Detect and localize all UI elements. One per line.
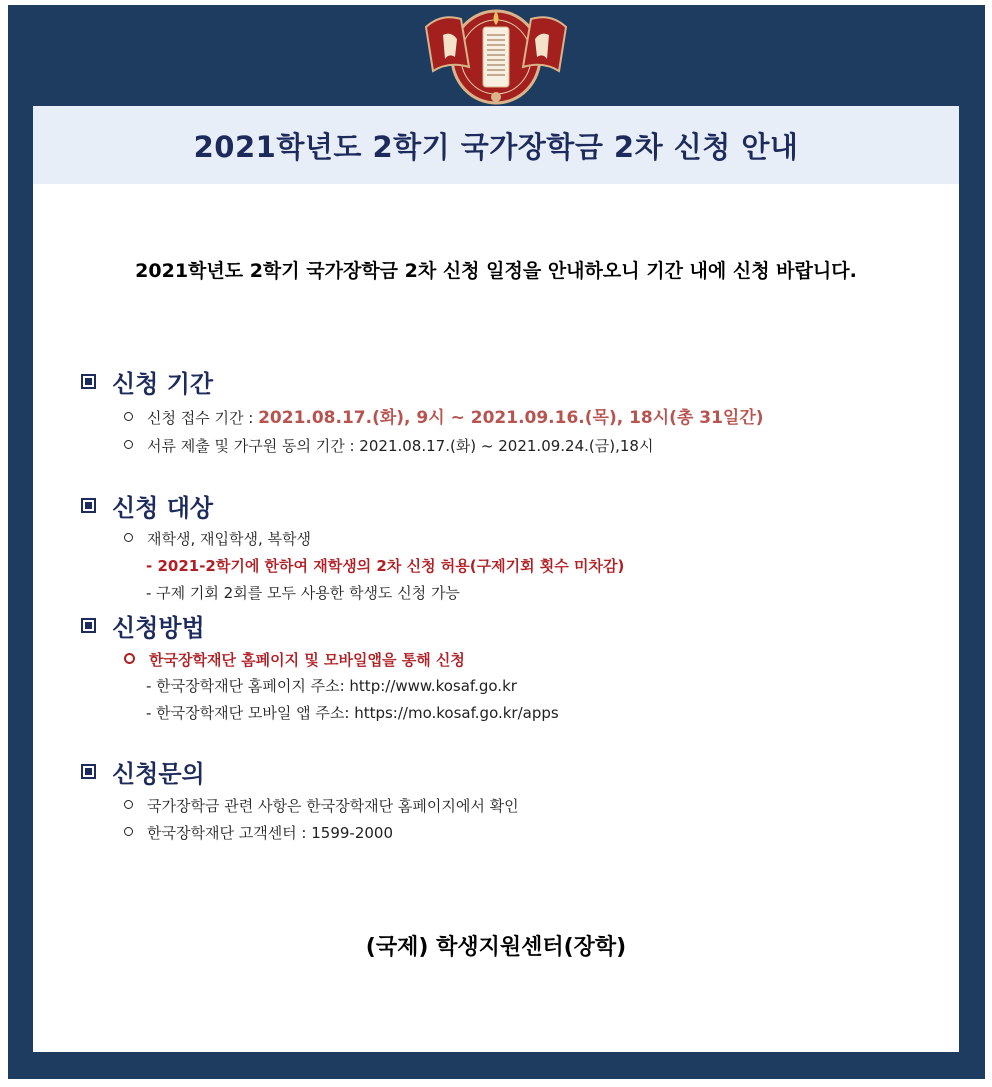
university-emblem	[421, 5, 571, 107]
square-bullet-icon	[81, 498, 96, 513]
square-bullet-icon	[81, 374, 96, 389]
target-line-1	[124, 528, 311, 549]
method-line-3: - 한국장학재단 모바일 앱 주소: https://mo.kosaf.go.kr/apps	[146, 704, 559, 722]
section-heading-period	[81, 364, 213, 399]
section-heading-text: 신청방법	[112, 614, 205, 642]
inquiry-line-2	[124, 822, 393, 843]
period-label: 신청 접수 기간 :	[147, 409, 259, 427]
circle-bullet-icon	[124, 827, 133, 836]
section-heading-text: 신청문의	[112, 760, 205, 788]
inquiry-homepage-text: 국가장학금 관련 사항은 한국장학재단 홈페이지에서 확인	[147, 797, 519, 815]
target-line-2: - 2021-2학기에 한하여 재학생의 2차 신청 허용(구제기회 횟수 미차감)	[146, 557, 625, 575]
inquiry-callcenter-text: 한국장학재단 고객센터 : 1599-2000	[147, 824, 394, 842]
notice-panel	[33, 106, 959, 1052]
period-documents-line	[124, 435, 653, 456]
documents-period-text: 서류 제출 및 가구원 동의 기간 : 2021.08.17.(화) ~ 2021.09.24.(금),18시	[147, 437, 654, 455]
period-dates-highlight: 2021.08.17.(화), 9시 ~ 2021.09.16.(목), 18시(총 31일간)	[258, 408, 764, 428]
title-band	[33, 106, 959, 184]
target-students-text: 재학생, 재입학생, 복학생	[147, 530, 311, 548]
square-bullet-icon	[81, 764, 96, 779]
section-heading-target	[81, 488, 213, 523]
method-main-text: 한국장학재단 홈페이지 및 모바일앱을 통해 신청	[149, 651, 465, 669]
circle-bullet-icon	[124, 533, 133, 542]
period-application-line	[124, 403, 764, 428]
square-bullet-icon	[81, 618, 96, 633]
section-heading-method	[81, 608, 205, 643]
inquiry-line-1	[124, 795, 519, 816]
method-line-2: - 한국장학재단 홈페이지 주소: http://www.kosaf.go.kr	[146, 677, 517, 695]
section-heading-text: 신청 기간	[112, 370, 214, 398]
circle-bullet-icon	[124, 412, 133, 421]
circle-bullet-icon	[124, 653, 135, 664]
circle-bullet-icon	[124, 800, 133, 809]
target-line-3: - 구제 기회 2회를 모두 사용한 학생도 신청 가능	[146, 584, 460, 602]
circle-bullet-icon	[124, 440, 133, 449]
page-title: 2021학년도 2학기 국가장학금 2차 신청 안내	[193, 129, 799, 164]
section-heading-text: 신청 대상	[112, 494, 214, 522]
footer-signature: (국제) 학생지원센터(장학)	[365, 935, 627, 960]
intro-text: 2021학년도 2학기 국가장학금 2차 신청 일정을 안내하오니 기간 내에 신청 바랍니다.	[135, 260, 857, 282]
section-heading-inquiry	[81, 754, 205, 789]
method-line-1	[124, 649, 465, 670]
